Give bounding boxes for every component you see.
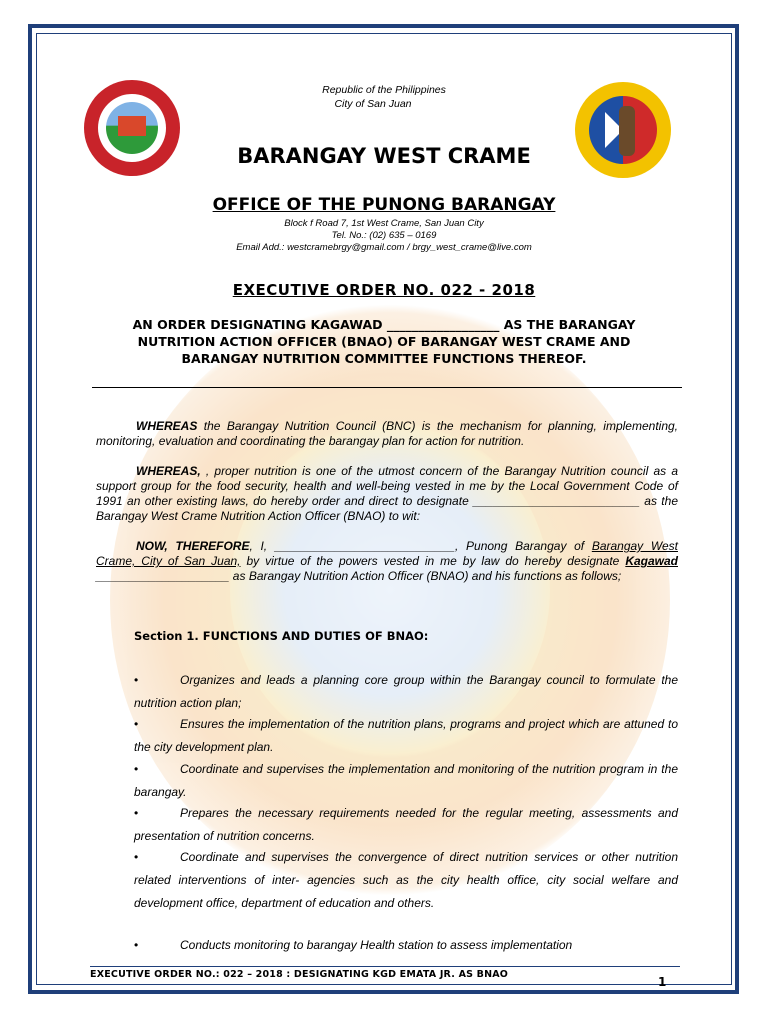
now-therefore-lead: NOW, THEREFORE: [136, 539, 250, 553]
office-heading: OFFICE OF THE PUNONG BARANGAY: [212, 195, 556, 215]
city-text: City of San Juan: [334, 98, 412, 110]
bullet-marker: •: [134, 673, 139, 687]
list-item: [134, 669, 678, 715]
bullet-marker: •: [134, 938, 139, 952]
bullet-marker: •: [134, 850, 139, 864]
bullet-marker: •: [134, 806, 139, 820]
list-item-text: Conducts monitoring to barangay Health station to assess implementation: [180, 938, 573, 952]
list-item-text: Coordinate and supervises the implementation and monitoring of the nutrition program in the barangay.: [134, 762, 678, 799]
whereas-1-text: the Barangay Nutrition Council (BNC) is the mechanism for planning, implementing, monitoring, evaluation and coordinating the barangay plan for action for nutrition.: [96, 419, 678, 448]
email-line: Email Add.: westcramebrgy@gmail.com / brgy_west_crame@live.com: [236, 242, 532, 253]
list-item-text: Coordinate and supervises the convergence of direct nutrition services or other nutrition related interventions of inter- agencies such as the city health office, city social welfare and development office, department of education and others.: [134, 850, 678, 910]
order-title-line-1: AN ORDER DESIGNATING KAGAWAD __________________ AS THE BARANGAY: [132, 317, 636, 332]
order-title-line-3: BARANGAY NUTRITION COMMITTEE FUNCTIONS THEREOF.: [181, 351, 587, 366]
whereas-1-lead: WHEREAS: [136, 419, 198, 433]
whereas-paragraph-2: [96, 464, 678, 524]
barangay-location: Barangay West Crame, City of San Juan,: [96, 539, 678, 568]
republic-text: Republic of the Philippines: [322, 84, 446, 96]
page-number: 1: [658, 975, 667, 989]
tel-line: Tel. No.: (02) 635 – 0169: [331, 230, 437, 241]
whereas-2-lead: WHEREAS,: [136, 464, 201, 478]
executive-order-number: EXECUTIVE ORDER NO. 022 - 2018: [232, 281, 536, 299]
list-item: [134, 934, 678, 957]
now-therefore-paragraph: [96, 539, 678, 584]
footer-text: EXECUTIVE ORDER NO.: 022 – 2018 : DESIGNATING KGD EMATA JR. AS BNAO: [90, 969, 509, 980]
footer-divider: [90, 966, 680, 967]
order-title-line-2: NUTRITION ACTION OFFICER (BNAO) OF BARANGAY WEST CRAME AND: [137, 334, 631, 349]
now-therefore-mid: , I, ___________________________, Punong Barangay of: [249, 539, 592, 553]
list-item-text: Ensures the implementation of the nutrition plans, programs and project which are attuned to the city development plan.: [134, 717, 678, 754]
bullet-marker: •: [134, 762, 139, 776]
list-item-text: Prepares the necessary requirements needed for the regular meeting, assessments and presentation of nutrition concerns.: [134, 806, 678, 843]
title-divider: [92, 387, 682, 388]
whereas-2-text: , proper nutrition is one of the utmost concern of the Barangay Nutrition council as a support group for the food security, health and well-being vested in me by the Local Government Code of 1991 an other existing laws, do hereby order and direct to designate _________________________ as the Barangay West Crame Nutrition Action Officer (BNAO) to wit:: [96, 464, 678, 523]
bullet-marker: •: [134, 717, 139, 731]
list-item: [134, 846, 678, 915]
now-therefore-end: ____________________ as Barangay Nutrition Action Officer (BNAO) and his functions as follows;: [96, 569, 622, 583]
list-item-text: Organizes and leads a planning core group within the Barangay council to formulate the nutrition action plan;: [134, 673, 678, 710]
list-item: [134, 713, 678, 759]
address-line: Block f Road 7, 1st West Crame, San Juan City: [284, 218, 484, 229]
kagawad-label: Kagawad: [625, 554, 678, 568]
whereas-paragraph-1: [96, 419, 678, 449]
now-therefore-after: by virtue of the powers vested in me by law do hereby designate: [240, 554, 626, 568]
barangay-heading: BARANGAY WEST CRAME: [237, 144, 531, 168]
section-1-heading: Section 1. FUNCTIONS AND DUTIES OF BNAO:: [134, 629, 429, 643]
list-item: [134, 802, 678, 848]
list-item: [134, 758, 678, 804]
